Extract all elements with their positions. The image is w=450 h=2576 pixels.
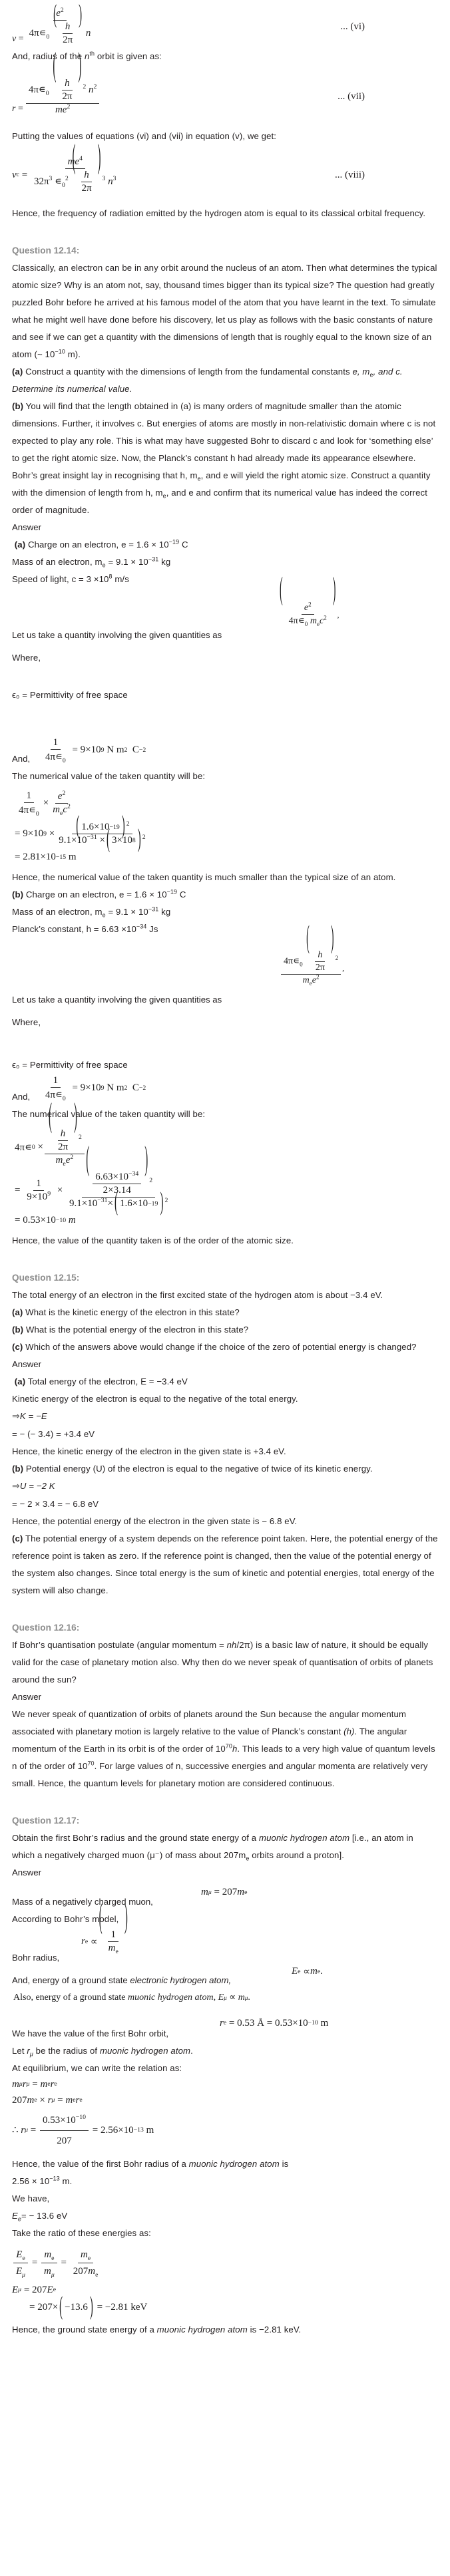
part-b-label: (b) [12, 401, 24, 411]
q1217-muon-mass-text: Mass of a negatively charged muon, [12, 1897, 153, 1907]
q1217-take-ratio: Take the ratio of these energies as: [12, 2227, 151, 2238]
q1214a-calc-line2: = 9×10 9 × ( 1.6×10 −19 ) $^2$ $9.1\times 10^{-31}$ × ( 3×10 8 ) $^2$ [15, 812, 146, 854]
q1217-energy-e-text: And, energy of a ground state electronic hydrogen atom, [12, 1975, 232, 1986]
q1214b-numerical-intro: The numerical value of the taken quantity will be: [12, 1109, 206, 1120]
question-1215-part-a: (a) What is the kinetic energy of the electron in this state? [12, 1307, 240, 1318]
q1214a-and-label: And, [12, 754, 31, 764]
equation-vi: v = $e^2$ $4\pi∊_0$ ( $\frac{h}{2\pi}$ ) n [12, 1, 91, 45]
q1217-eq2: 207 m e × r μ = m e r e [12, 2094, 83, 2106]
answer-label-1217: Answer [12, 1867, 41, 1878]
equation-viii: v c = $me^4$ $32\pi^3$ $∊_0^2$ ( $\frac{h}{2\pi}$ ) $^3$ $n^3$ [12, 140, 116, 194]
q1214b-mass: Mass of an electron, $m_e = 9.1 \times 10^{-31}$ kg [12, 905, 171, 919]
variable-n: n [84, 51, 90, 61]
answer-label-1215: Answer [12, 1359, 41, 1370]
answer-label-1214: Answer [12, 522, 41, 532]
q1214a-numerical-intro: The numerical value of the taken quantity will be: [12, 771, 206, 781]
q1217-muon-mass-eq: m μ = 207 m e [201, 1887, 248, 1898]
q1214b-quantity-text: Let us take a quantity involving the given quantities as [12, 995, 222, 1005]
equation-viii-row [12, 140, 438, 200]
q1214a-quantity-text: Let us take a quantity involving the given quantities as [12, 630, 222, 640]
question-1214-part-a: (a) Construct a quantity with the dimensions of length from the fundamental constants e, $m_e$, and c. Determine its numerical value. [12, 367, 403, 394]
q1217-first-bohr-row [12, 2018, 438, 2042]
part-a-sub: e [369, 371, 373, 379]
q1215a-eq2: = − (− 3.4) = +3.4 eV [12, 1429, 95, 1440]
equation-vii-tag: ... (vii) [338, 90, 365, 102]
question-1215-body: The total energy of an electron in the first excited state of the hydrogen atom is about −3.4 eV. [12, 1290, 383, 1301]
q1214b-coulomb-const: $\frac{1}{4\pi∊_0}$ = 9×10 9 N m 2 C −2 [45, 1075, 146, 1103]
implies-icon: ⇒ [12, 1482, 20, 1492]
answer-label-1216: Answer [12, 1692, 41, 1702]
q1217-we-have: We have, [12, 2193, 50, 2203]
q1214b-where: Where, [12, 1017, 41, 1028]
q1215b-eq1: ⇒U = −2 K [12, 1481, 55, 1492]
text-radius-nth-orbit: And, radius of the $n^{th}$ orbit is given as: [12, 50, 162, 61]
q1217-ratio-eq: $\frac{E_e}{E_\mu}$ = $\frac{m_e}{m_\mu}$ = $\frac{m_e}{207m_e}$ [12, 2247, 438, 2279]
question-1215-part-c: (c) Which of the answers above would change if the choice of the zero of potential energy is changed? [12, 1342, 417, 1353]
question-1217-body: Obtain the first Bohr’s radius and the ground state energy of a muonic hydrogen atom [i.e., an atom in which a negatively charged muon (μ⁻) of mass about $207m_e$ orbits around a proton]. [12, 1833, 413, 1862]
q1217-emu-result: = 207× ( −13.6 ) = −2.81 keV [29, 2293, 148, 2321]
q1217-energy-e-row [12, 1967, 438, 1989]
q1215b-hence: Hence, the potential energy of the electron in the given state is − 6.8 eV. [12, 1516, 298, 1527]
q1214b-label: (b) [12, 889, 24, 900]
q1214b-hence: Hence, the value of the quantity taken is of the order of the atomic size. [12, 1235, 294, 1246]
equation-vii: r = $4\pi∊_0$ ( $\frac{h}{2\pi}$ ) $^2$ $n^2$ $me^2$ [12, 78, 101, 116]
q1217-hence-radius-value: $2.56 \times 10^{-13}$ m. [12, 2175, 73, 2186]
q1214b-permittivity: ϵ₀ = Permittivity of free space [12, 1060, 128, 1070]
text-putting-values: Putting the values of equations (vi) and (vii) in equation (v), we get: [12, 131, 277, 141]
equation-vi-tag: ... (vi) [340, 21, 365, 32]
implies-icon: ⇒ [12, 1412, 20, 1422]
q1214a-permittivity: ϵ₀ = Permittivity of free space [12, 690, 128, 700]
q1214a-mass: Mass of an electron, $m_e = 9.1 \times 10^{-31}$ kg [12, 556, 171, 569]
q1215b-eq2: = − 2 × 3.4 = − 6.8 eV [12, 1499, 99, 1510]
question-1214-body: Classically, an electron can be in any orbit around the nucleus of an atom. Then what determines the typical atomic size? Why is an atom not, say, thousand times bigger than its typical size? The question had greatly puzzled Bohr before he arrived at his famous model of the atom that you have learnt in the text. To simulate what he might well have done before his discovery, let us play as follows with the basic constants of nature and see if we can get a quantity with the dimensions of length that is roughly equal to the known size of an atom (~ $10^{-10}$ m). [12, 263, 437, 359]
q1217-bohr-radius-eq: r e ∝ ( $\frac{1}{m_e}$ ) [81, 1899, 128, 1956]
q1217-first-bohr-eq: r e = 0.53 Å = 0.53×10 −10 m [220, 2017, 329, 2028]
q1215a-hence: Hence, the kinetic energy of the electron in the given state is +3.4 eV. [12, 1446, 286, 1457]
q1215c-text: (c) The potential energy of a system depends on the reference point taken. Here, the potential energy of the reference point is taken as zero. If the reference point is changed, then the value of the potential energy of the system also changes. Since total energy is the sum of kinetic and potential energies, total energy of the system will also change. [12, 1533, 438, 1596]
q1214b-charge: (b) Charge on an electron, $e = 1.6 \times 10^{-19}$ C [12, 888, 186, 900]
q1214a-where: Where, [12, 653, 41, 663]
q1214a-quantity-formula: ( $\frac{e^2}{4\pi∊_0 m_ec^2}$ ) , [280, 573, 339, 627]
q1217-hence-radius: Hence, the value of the first Bohr radius of a muonic hydrogen atom is [12, 2158, 289, 2169]
ordinal-th: th [89, 50, 95, 57]
q1217-energy-mu-row: Also, energy of a ground state muonic hydrogen atom , E μ ∝ m μ . [13, 1993, 250, 2003]
q1215a-eq1: ⇒K = −E [12, 1411, 47, 1422]
question-1216-heading: Question 12.16: [12, 1623, 80, 1633]
q1215b-text: (b) Potential energy (U) of the electron is equal to the negative of twice of its kinetic energy. [12, 1464, 373, 1474]
text-hence-frequency: Hence, the frequency of radiation emitted by the hydrogen atom is equal to its classical orbital frequency. [12, 208, 426, 218]
q1215a-ke-text: Kinetic energy of the electron is equal to the negative of the total energy. [12, 1394, 298, 1404]
q1214b-quantity-formula: $4\pi∊_0$ ( $\frac{h}{2\pi}$ ) $^2$ $m_ee^2$ , [280, 950, 344, 986]
q1217-equilibrium-text: At equilibrium, we can write the relation as: [12, 2063, 182, 2074]
q1214a-result: = 2.81×10 −15 m [15, 852, 77, 863]
question-1215-part-b: (b) What is the potential energy of the electron in this state? [12, 1325, 249, 1335]
q1214a-coulomb-const: $\frac{1}{4\pi∊_0}$ = 9×10 9 N m 2 C −2 [45, 737, 146, 764]
q1217-eq3: ∴ r μ = $\frac{0.53\times 10^{-10}}{207}$ = 2.56×10 −13 m [12, 2108, 438, 2150]
q1214a-speed-light: Speed of light, $c = 3 \times 10^8$ m/s [12, 573, 129, 584]
q1215a-total-energy: (a) Total energy of the electron, E = −3.4 eV [14, 1376, 188, 1387]
q1217-final: Hence, the ground state energy of a muonic hydrogen atom is −2.81 keV. [12, 2325, 302, 2335]
part-a-label: (a) [12, 367, 23, 377]
q1214b-planck: Planck’s constant, $h = 6.63 \times 10^{-34}$ Js [12, 923, 158, 935]
question-1217-heading: Question 12.17: [12, 1816, 80, 1826]
question-1216-body: If Bohr’s quantisation postulate (angular momentum = nh/2π) is a basic law of nature, it should be equally valid for the case of planetary motion also. Why then do we never speak of quantisation of orbits of planets around the sun? [12, 1640, 433, 1685]
q1214a-calc-line1: $\frac{1}{4\pi∊_0}$ × $\frac{e^2}{m_ec^2}$ [19, 790, 71, 818]
q1217-ee-value: $E_e= - 13.6$ eV [12, 2210, 68, 2223]
q1214a-hence: Hence, the numerical value of the taken quantity is much smaller than the typical size of an atom. [12, 872, 396, 883]
part-a-variables: e, m [352, 367, 370, 377]
q1214b-and-label: And, [12, 1092, 31, 1102]
q1217-eq1: m μ r μ = m e r e [12, 2079, 57, 2090]
q1217-bohr-radius-text: Bohr radius, [12, 1953, 60, 1963]
question-1214-part-b: (b) You will find that the length obtained in (a) is many orders of magnitude smaller than the atomic dimensions. Further, it involves c. But energies of atoms are mostly in non-relativistic domain where c is not expected to play any role. This is what may have suggested Bohr to discard c and look for ‘something else’ to get the right atomic size. Now, the Planck’s constant h had already made its appearance elsewhere. Bohr’s great insight lay in recognising that h, $m_e$, and e will yield the right atomic size. Construct a quantity with the dimension of length from h, $m_e$, and e and confirm that its numerical value has indeed the correct order of magnitude. [12, 401, 436, 515]
atom-size-value: ~ 10 [37, 349, 55, 359]
q1214b-calc-line1: 4π∊ 0 × ( $\frac{h}{2\pi}$ ) $^2$ $m_ee^2$ [12, 1128, 438, 1166]
q1214a-charge: (a) Charge on an electron, $e = 1.6 \times 10^{-19}$ C [14, 538, 188, 550]
equation-viii-tag: ... (viii) [335, 169, 365, 180]
q1217-muon-mass-row [12, 1887, 438, 1911]
q1214a-coulomb-const-row [12, 736, 438, 768]
question-1214-heading: Question 12.14: [12, 245, 80, 255]
q1214a-label: (a) [14, 540, 26, 550]
q1217-let-r-text: Let $r_\mu$ be the radius of muonic hydrogen atom. [12, 2046, 193, 2058]
q1217-bohr-model-text: According to Bohr’s model, [12, 1914, 119, 1925]
q1217-first-bohr-text: We have the value of the first Bohr orbit, [12, 2028, 169, 2039]
question-1215-heading: Question 12.15: [12, 1273, 80, 1283]
equation-vi-row [12, 1, 438, 48]
atom-size-exponent: −10 [55, 348, 65, 355]
r-mu-variable: $r_\mu$ [27, 2046, 33, 2058]
q1217-energy-e-eq: E e ∝ m e . [292, 1966, 323, 1978]
q1216-answer: We never speak of quantization of orbits of planets around the Sun because the angular momentum associated with planetary motion is largely relative to the value of Planck’s constant (h). The angular momentum of the Earth in its orbit is of the order of $10^{70}h$. This leads to a very high value of quantum levels n of the order of $10^{70}$. For large values of n, successive energies and angular momenta are relatively very small. Hence, the quantum levels for planetary motion are considered continuous. [12, 1709, 435, 1789]
q1214b-result: = 0.53×10 −10 m [15, 1215, 76, 1226]
q1217-emu-eq: E μ = 207 E e [12, 2284, 57, 2295]
q1214b-calc-line2: = $\frac{1}{9\times 10^9}$ × ( $\frac{6.63\times 10^{-34}}{2\times 3.14}$ ) $^2$ $9.1\times 10^{-31}\times$ ( 1.6×10 −19 ) $^2$ [15, 1142, 168, 1217]
